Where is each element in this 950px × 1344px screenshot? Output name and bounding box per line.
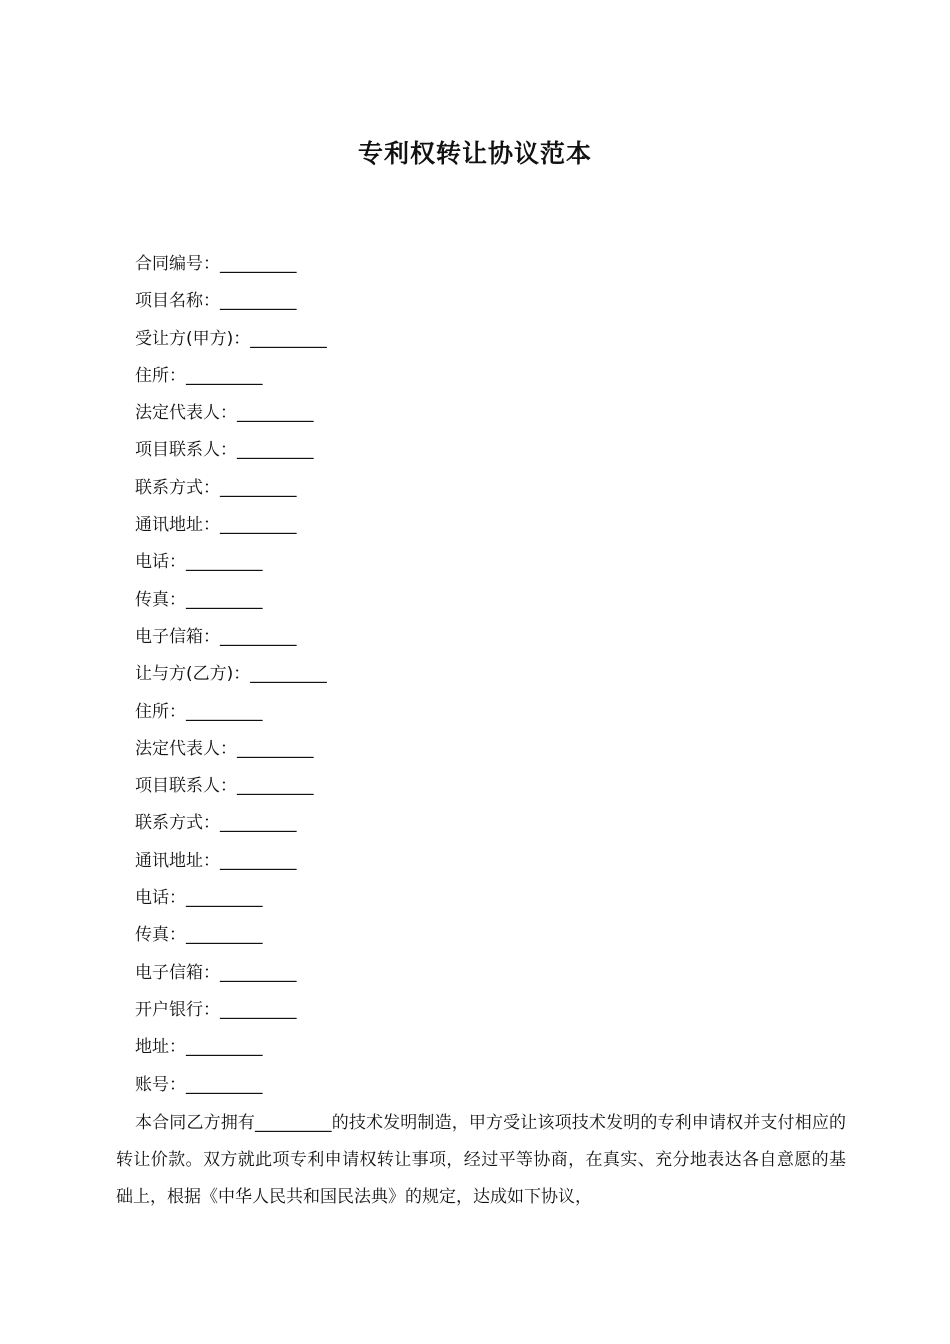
- field-account-number: 账号：_________: [135, 1074, 263, 1095]
- field-transferor-mailing-address: 通讯地址：_________: [135, 850, 297, 871]
- field-transferee-phone: 电话：_________: [135, 552, 263, 573]
- field-transferor-address: 住所：_________: [135, 701, 263, 722]
- field-transferor-contact-method: 联系方式：_________: [135, 813, 297, 834]
- field-transferor-legal-rep: 法定代表人：_________: [135, 738, 314, 759]
- field-contract-number: 合同编号：_________: [135, 254, 297, 274]
- field-transferor-email: 电子信箱：_________: [135, 962, 297, 983]
- field-transferee-mailing-address: 通讯地址：_________: [135, 515, 297, 536]
- field-transferee-legal-rep: 法定代表人：_________: [135, 403, 314, 424]
- field-transferor-phone: 电话：_________: [135, 888, 263, 909]
- field-bank: 开户银行：_________: [135, 999, 297, 1020]
- field-transferee-address: 住所：_________: [135, 365, 263, 386]
- field-project-name: 项目名称：_________: [135, 291, 297, 312]
- field-transferee: 受让方(甲方)：_________: [135, 328, 327, 349]
- field-transferee-contact-method: 联系方式：_________: [135, 477, 297, 498]
- field-transferor: 让与方(乙方)：_________: [135, 664, 327, 685]
- field-transferee-email: 电子信箱：_________: [135, 626, 297, 647]
- preamble-paragraph: 本合同乙方拥有_________的技术发明制造，甲方受让该项技术发明的专利申请权并支付相应的转让价款。双方就此项专利申请权转让事项，经过平等协商，在真实、充分地表达各自意愿的基础上，根据《中华人民共和国民法典》的规定，达成如下协议，: [116, 1113, 846, 1207]
- field-transferee-contact: 项目联系人：_________: [135, 440, 314, 461]
- field-transferee-fax: 传真：_________: [135, 589, 263, 610]
- contract-fields: [135, 250, 327, 1108]
- document-title: 专利权转让协议范本: [357, 139, 592, 168]
- field-bank-address: 地址：_________: [135, 1037, 263, 1058]
- field-transferor-contact: 项目联系人：_________: [135, 776, 314, 797]
- field-transferor-fax: 传真：_________: [135, 925, 263, 946]
